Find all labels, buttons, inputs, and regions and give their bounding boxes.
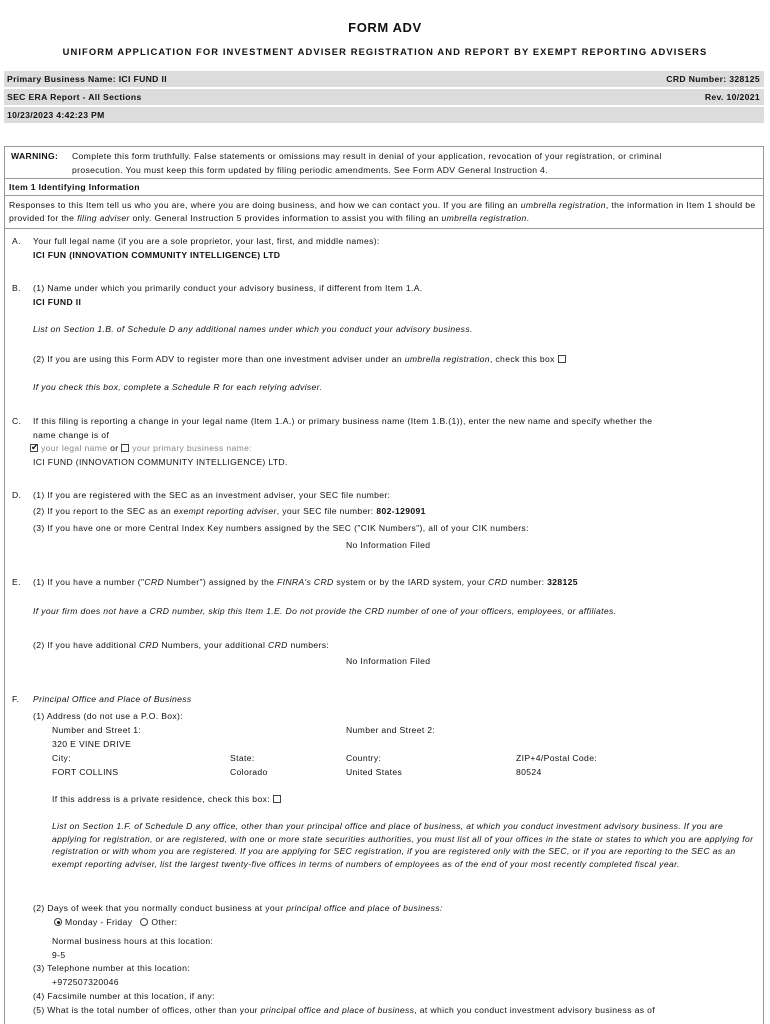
item-f2-question: (2) Days of week that you normally conduct business at your principal office and place of business: [33, 903, 443, 913]
legal-name-checkbox[interactable] [30, 444, 38, 452]
country-label: Country: [346, 753, 382, 763]
city-label: City: [52, 753, 71, 763]
item-d-letter: D. [12, 490, 22, 500]
item-c-letter: C. [12, 416, 22, 426]
divider [4, 178, 764, 179]
item-b1-note: List on Section 1.B. of Schedule D any additional names under which you conduct your advisory business. [33, 324, 473, 334]
private-residence-checkbox[interactable] [273, 795, 281, 803]
item-d1-question: (1) If you are registered with the SEC as an investment adviser, your SEC file number: [33, 490, 391, 500]
item1-heading: Item 1 Identifying Information [9, 182, 140, 192]
other-days-radio[interactable] [140, 918, 148, 926]
item-b1-question: (1) Name under which you primarily conduct your advisory business, if different from Item 1.A. [33, 283, 423, 293]
item-a-letter: A. [12, 236, 21, 246]
legal-name-value: ICI FUN (INNOVATION COMMUNITY INTELLIGENCE) LTD [33, 250, 281, 260]
item-f5-question: (5) What is the total number of offices, other than your principal office and place of business, at which you conduct investment advisory business as of [33, 1005, 655, 1015]
form-revision: Rev. 10/2021 [704, 92, 760, 102]
cik-numbers-value: No Information Filed [346, 540, 431, 550]
item-c-question-line2: name change is of [33, 430, 110, 440]
hours-label: Normal business hours at this location: [52, 936, 214, 946]
warning-text-line2: prosecution. You must keep this form updated by filing periodic amendments. See Form ADV General Instruction 4. [72, 165, 548, 175]
crd-number: CRD Number: 328125 [666, 74, 760, 84]
item-c-question-line1: If this filing is reporting a change in your legal name (Item 1.A.) or primary business name (Item 1.B.(1)), enter the new name and specify whether the [33, 416, 653, 426]
item-f3-question: (3) Telephone number at this location: [33, 963, 190, 973]
item-d3-question: (3) If you have one or more Central Index Key numbers assigned by the SEC ("CIK Numbers"), all of your CIK numbers: [33, 523, 529, 533]
country-value: United States [346, 767, 403, 777]
item-e1-note: If your firm does not have a CRD number, skip this Item 1.E. Do not provide the CRD number of one of your officers, employees, or affiliates. [33, 606, 617, 616]
umbrella-registration-checkbox[interactable] [558, 355, 566, 363]
timestamp-bar [4, 107, 764, 123]
primary-business-name: Primary Business Name: ICI FUND II [7, 74, 167, 84]
report-timestamp: 10/23/2023 4:42:23 PM [7, 110, 105, 120]
business-name-bar [4, 71, 764, 87]
item-b2-note: If you check this box, complete a Schedule R for each relying adviser. [33, 382, 323, 392]
weekdays-radio[interactable] [54, 918, 62, 926]
street1-label: Number and Street 1: [52, 725, 142, 735]
hours-value: 9-5 [52, 950, 66, 960]
divider [4, 195, 764, 196]
item1-intro: Responses to this Item tell us who you are, where you are doing business, and how we can contact you. If you are filing an umbrella registration, the information in Item 1 should be provided for the filing adviser only. General Instruction 5 provides information to assist you with filing an umbrella registration. [9, 200, 756, 223]
item-f4-question: (4) Facsimile number at this location, if any: [33, 991, 215, 1001]
phone-value: +972507320046 [52, 977, 119, 987]
new-name-value: ICI FUND (INNOVATION COMMUNITY INTELLIGENCE) LTD. [33, 457, 288, 467]
state-label: State: [230, 753, 255, 763]
item-f1-question: (1) Address (do not use a P.O. Box): [33, 711, 184, 721]
form-subtitle: UNIFORM APPLICATION FOR INVESTMENT ADVISER REGISTRATION AND REPORT BY EXEMPT REPORTING ADVISERS [62, 46, 708, 57]
business-name-value: ICI FUND II [33, 297, 82, 307]
additional-crd-value: No Information Filed [346, 656, 431, 666]
item-b-letter: B. [12, 283, 21, 293]
state-value: Colorado [230, 767, 268, 777]
street2-label: Number and Street 2: [346, 725, 436, 735]
warning-text-line1: Complete this form truthfully. False statements or omissions may result in denial of your application, revocation of your registration, or criminal [72, 151, 662, 161]
item-e1-question: (1) If you have a number ("CRD Number") assigned by the FINRA's CRD system or by the IARD system, your CRD number: 328125 [33, 577, 578, 587]
zip-value: 80524 [516, 767, 542, 777]
divider [4, 228, 764, 229]
zip-label: ZIP+4/Postal Code: [516, 753, 598, 763]
item-f1-note: List on Section 1.F. of Schedule D any office, other than your principal office and place of business, at which you conduct investment advisory business. If you are applying for registration, or are registered, with one or more state securities authorities, you must list all of your offices in the state or states to which you are applying for registration or with whom you are registered. If you are applying for SEC registration, if you are registered only with the SEC, or if you are reporting to the SEC as an exempt reporting adviser, list the largest twenty-five offices in terms of numbers of employees as of the end of your most recently completed fiscal year. [52, 821, 754, 869]
item-b2-question: (2) If you are using this Form ADV to register more than one investment adviser under an umbrella registration, check this box [33, 354, 566, 364]
city-value: FORT COLLINS [52, 767, 119, 777]
item-f-letter: F. [12, 694, 20, 704]
name-change-options: ✔your legal name or your primary business name: [30, 443, 252, 453]
item-e2-question: (2) If you have additional CRD Numbers, your additional CRD numbers: [33, 640, 330, 650]
private-residence-question: If this address is a private residence, check this box: [52, 794, 281, 804]
form-title: FORM ADV [348, 20, 422, 35]
crd-number-value: 328125 [547, 577, 578, 587]
item-d2-question: (2) If you report to the SEC as an exempt reporting adviser, your SEC file number: 802-129091 [33, 506, 426, 516]
business-days-options: Monday - Friday Other: [54, 917, 177, 927]
item-a-question: Your full legal name (if you are a sole proprietor, your last, first, and middle names): [33, 236, 380, 246]
item-f-heading: Principal Office and Place of Business [33, 694, 192, 704]
warning-label: WARNING: [11, 151, 59, 161]
street1-value: 320 E VINE DRIVE [52, 739, 132, 749]
item-e-letter: E. [12, 577, 21, 587]
business-name-checkbox[interactable] [121, 444, 129, 452]
report-type: SEC ERA Report - All Sections [7, 92, 142, 102]
report-type-bar [4, 89, 764, 105]
sec-file-number: 802-129091 [376, 506, 426, 516]
